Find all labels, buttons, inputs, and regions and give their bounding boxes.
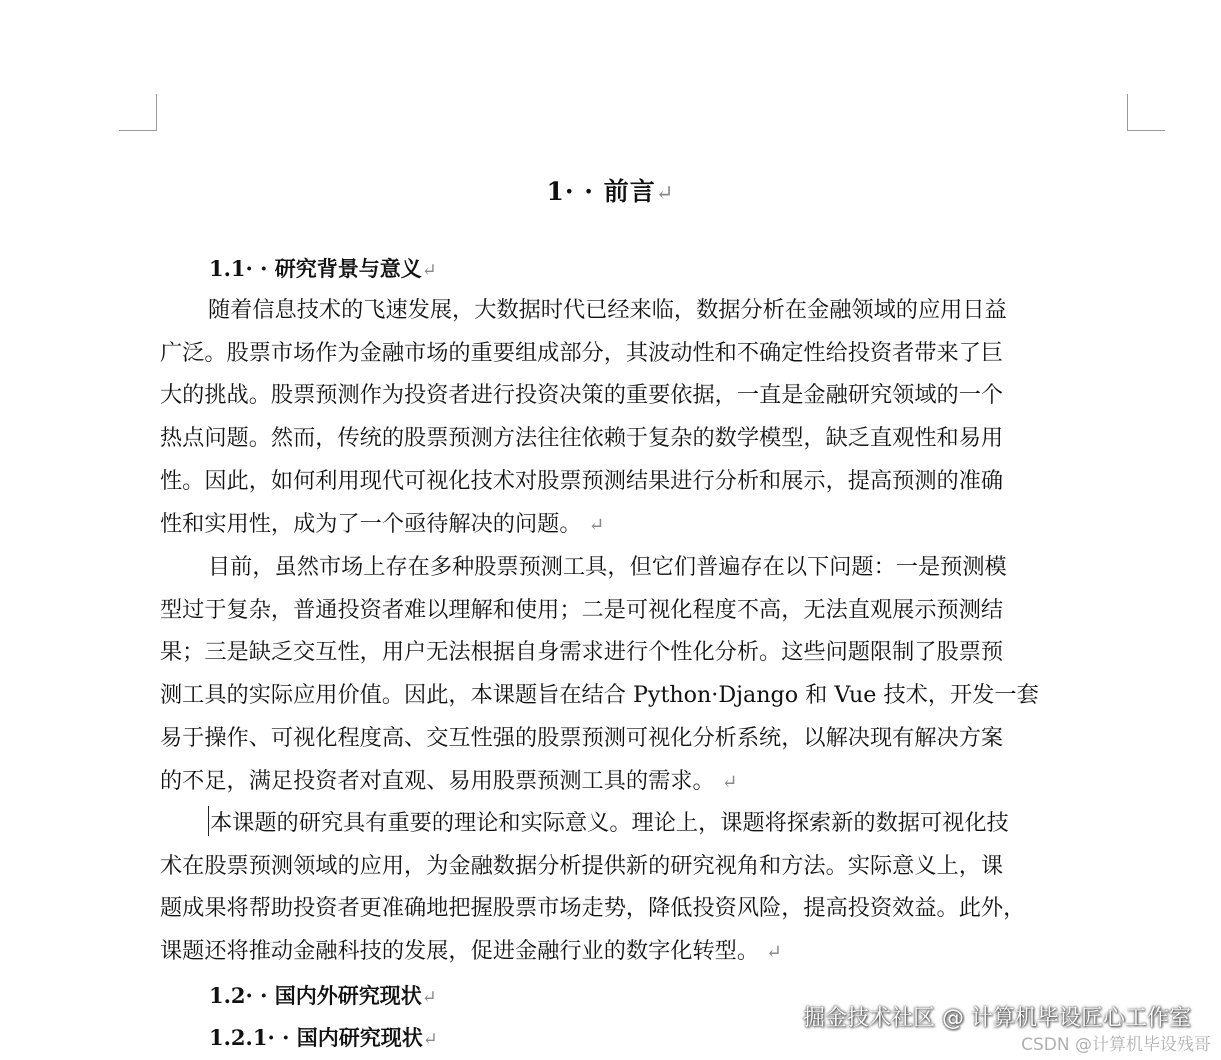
body-paragraph-2 — [160, 546, 1130, 803]
paragraph-line — [160, 802, 1130, 845]
paragraph-mark: ↵ — [588, 513, 605, 536]
paragraph-line: 题成果将帮助投资者更准确地把握股票市场走势，降低投资风险，提高投资效益。此外， — [160, 895, 1026, 922]
paragraph-mark: ↵ — [421, 987, 437, 1008]
paragraph-line: 随着信息技术的飞速发展，大数据时代已经来临，数据分析在金融领域的应用日益 — [208, 297, 1007, 323]
section-heading-1-2-1 — [209, 1022, 438, 1052]
paragraph-last-line — [160, 503, 1130, 547]
csdn-watermark: CSDN @计算机毕设残哥 — [1021, 1035, 1211, 1055]
section-heading-1-1 — [209, 253, 437, 283]
paragraph-line: 易于操作、可视化程度高、交互性强的股票预测可视化分析系统，以解决现有解决方案 — [160, 724, 1004, 751]
paragraph-line-text: 本课题的研究具有重要的理论和实际意义。理论上，课题将探索新的数据可视化技 — [210, 810, 1009, 836]
paragraph-last-line — [160, 930, 1130, 974]
paragraph-line: 大的挑战。股票预测作为投资者进行投资决策的重要依据，一直是金融研究领域的一个 — [160, 382, 1004, 409]
paragraph-last-line — [160, 760, 1130, 804]
paragraph-mark: ↵ — [655, 181, 675, 206]
page-corner-mark-top-right — [1127, 130, 1165, 131]
chapter-title-text: 1· · 前言 — [546, 177, 656, 206]
text-cursor — [208, 806, 209, 836]
paragraph-line: 术在股票预测领域的应用，为金融数据分析提供新的研究视角和方法。实际意义上，课 — [160, 852, 1004, 879]
paragraph-line-text: 课题还将推动金融科技的发展，促进金融行业的数字化转型。 — [160, 938, 760, 965]
paragraph-mark: ↵ — [422, 1029, 438, 1050]
page-corner-mark-top-left — [156, 94, 157, 131]
section-heading-1-2 — [209, 980, 437, 1010]
paragraph-line: 广泛。股票市场作为金融市场的重要组成部分，其波动性和不确定性给投资者带来了巨 — [160, 339, 1004, 366]
paragraph-line-text: 的不足，满足投资者对直观、易用股票预测工具的需求。 — [160, 767, 715, 794]
chapter-title — [0, 172, 1221, 208]
page-corner-mark-top-left — [119, 130, 157, 131]
paragraph-mark: ↵ — [766, 941, 782, 964]
paragraph-line: 果；三是缺乏交互性，用户无法根据自身需求进行个性化分析。这些问题限制了股票预 — [160, 639, 1004, 666]
paragraph-line: 目前，虽然市场上存在多种股票预测工具，但它们普遍存在以下问题：一是预测模 — [208, 554, 1007, 580]
paragraph-line: 型过于复杂，普通投资者难以理解和使用；二是可视化程度不高，无法直观展示预测结 — [160, 596, 1004, 623]
paragraph-line-text: 性和实用性，成为了一个亟待解决的问题。 — [160, 510, 582, 537]
paragraph-mark: ↵ — [421, 260, 437, 281]
paragraph-line: 性。因此，如何利用现代可视化技术对股票预测结果进行分析和展示，提高预测的准确 — [160, 467, 1004, 494]
paragraph-line: 热点问题。然而，传统的股票预测方法往往依赖于复杂的数学模型，缺乏直观性和易用 — [160, 425, 1004, 452]
body-paragraph-3[interactable] — [160, 802, 1130, 974]
section-heading-text: 1.2· · 国内外研究现状 — [209, 983, 422, 1008]
paragraph-line: 测工具的实际应用价值。因此，本课题旨在结合 Python·Django 和 Vue 技术，开发一套 — [160, 682, 1039, 709]
paragraph-mark: ↵ — [721, 770, 738, 793]
section-heading-text: 1.2.1· · 国内研究现状 — [209, 1025, 423, 1050]
juejin-watermark: 掘金技术社区 @ 计算机毕设匠心工作室 — [803, 1006, 1191, 1031]
page-corner-mark-top-right — [1127, 94, 1128, 131]
body-paragraph-1 — [160, 289, 1130, 546]
section-heading-text: 1.1· · 研究背景与意义 — [209, 256, 422, 281]
